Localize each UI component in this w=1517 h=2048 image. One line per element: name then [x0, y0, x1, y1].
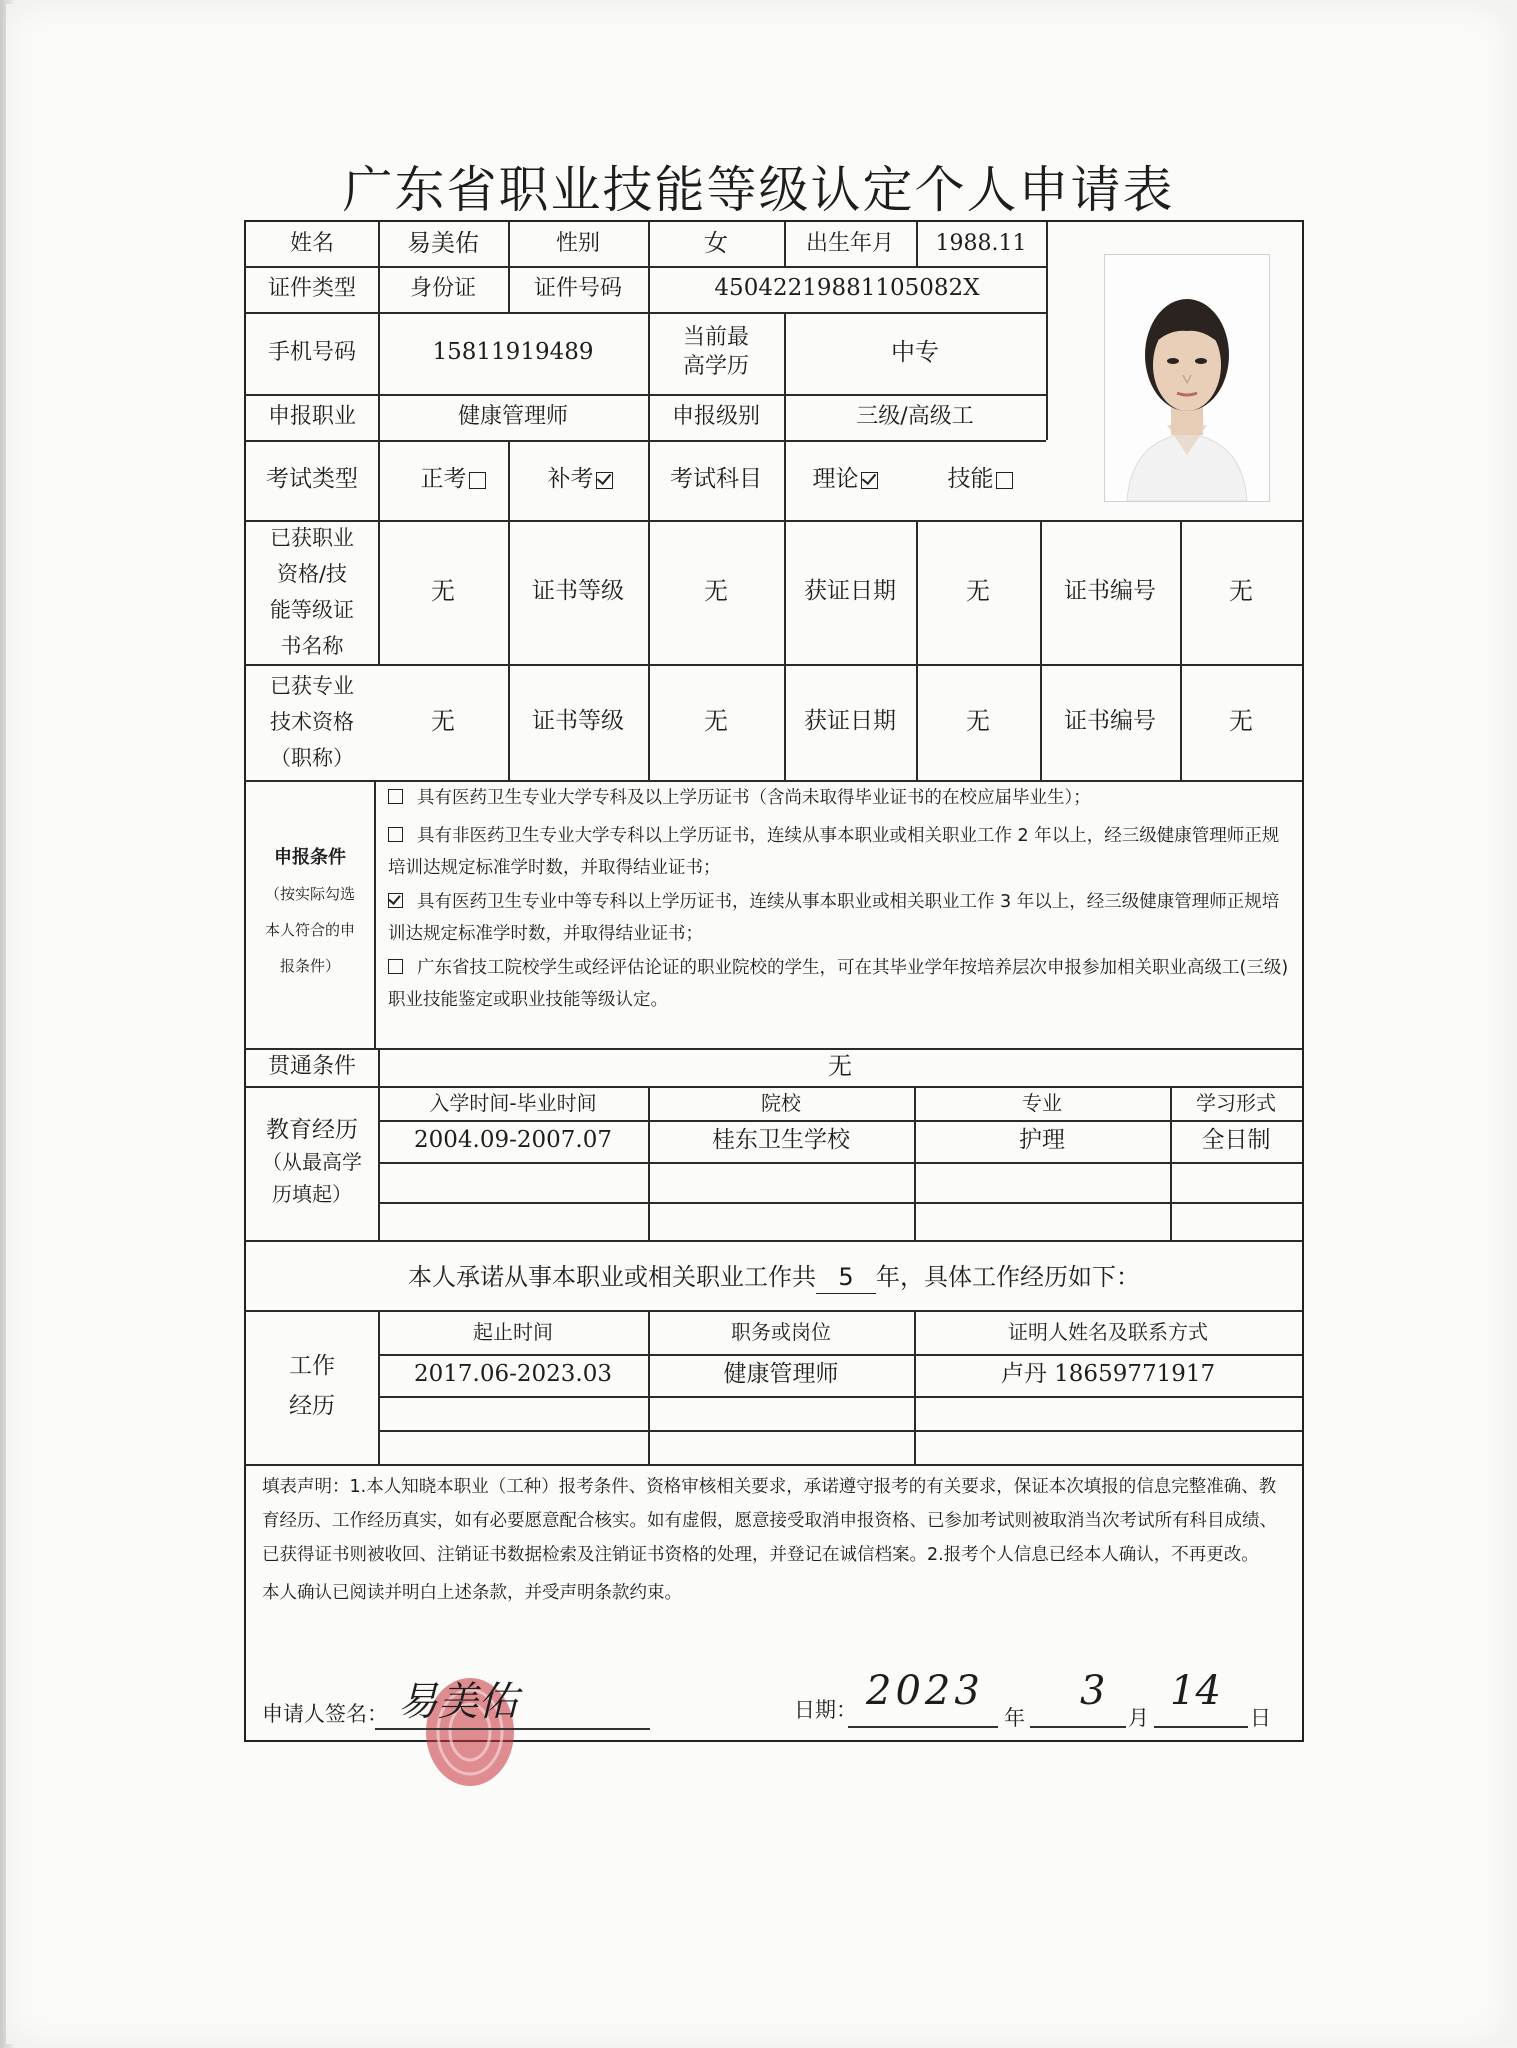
qual-0-date-label: 获证日期 [804, 578, 896, 605]
through-value: 无 [828, 1052, 852, 1081]
qual-1-grade: 无 [704, 707, 728, 736]
exam-makeup-checkbox[interactable] [596, 472, 613, 489]
work-cell-0-1: 健康管理师 [723, 1361, 839, 1388]
month-underline [1030, 1726, 1126, 1728]
work-cell-0-2: 卢丹 18659771917 [1000, 1361, 1216, 1388]
exam-subject-label: 考试科目 [670, 466, 762, 493]
condition-text-0: 具有医药卫生专业大学专科及以上学历证书（含尚未取得毕业证书的在校应届毕业生）； [417, 788, 1091, 808]
qual-1-no-label: 证书编号 [1064, 708, 1156, 735]
conditions-label: 申报条件 [274, 847, 346, 869]
phone-value: 15811919489 [432, 339, 594, 366]
occupation-value: 健康管理师 [457, 403, 568, 429]
condition-item-3 [388, 952, 1293, 1016]
exam-regular-checkbox[interactable] [469, 472, 486, 489]
work-header-1: 职务或岗位 [731, 1320, 831, 1344]
id-type-label: 证件类型 [267, 275, 356, 301]
grid-line-v [374, 780, 376, 1048]
commitment-prefix: 本人承诺从事本职业或相关职业工作共 [408, 1263, 816, 1292]
qual-0-date: 无 [966, 577, 990, 606]
id-type-value: 身份证 [409, 275, 476, 301]
signature-underline [375, 1728, 650, 1730]
grid-line-h [244, 1240, 1302, 1242]
exam-skill-checkbox[interactable] [996, 472, 1013, 489]
qual-0-grade-label: 证书等级 [532, 578, 624, 605]
grid-line-h [378, 1202, 1302, 1204]
birth-value: 1988.11 [935, 230, 1027, 256]
through-label: 贯通条件 [267, 1053, 356, 1079]
education-header-0: 入学时间-毕业时间 [429, 1091, 597, 1115]
level-label: 申报级别 [671, 403, 760, 429]
condition-checkbox-3[interactable] [388, 959, 403, 974]
declaration [262, 1470, 1292, 1610]
grid-line-v [784, 440, 786, 520]
exam-theory [790, 440, 900, 520]
commitment-line [246, 1248, 1302, 1308]
condition-text-2: 具有医药卫生专业中等专科以上学历证书，连续从事本职业或相关职业工作 3 年以上，经三级健康管理师正规培训达规定标准学时数，并取得结业证书； [388, 892, 1280, 944]
occupation-label: 申报职业 [267, 403, 356, 429]
date-year: 2023 [866, 1668, 984, 1714]
education-header-3: 学习形式 [1196, 1091, 1276, 1115]
conditions-note: （按实际勾选本人符合的申报条件） [264, 884, 355, 975]
exam-makeup-label: 补考 [547, 466, 594, 493]
education-cell-0-0: 2004.09-2007.07 [414, 1127, 612, 1154]
month-unit: 月 [1128, 1706, 1149, 1730]
signature-label: 申请人签名： [262, 1702, 388, 1726]
commitment-years: 5 [816, 1262, 876, 1294]
qual-1-date: 无 [966, 707, 990, 736]
exam-regular-label: 正考 [420, 466, 467, 493]
id-no-label: 证件号码 [533, 275, 622, 301]
education-note: （从最高学历填起） [262, 1149, 362, 1206]
edu-value: 中专 [891, 338, 939, 367]
name-value: 易美佑 [407, 229, 479, 258]
year-unit: 年 [1004, 1706, 1025, 1730]
work-header-2: 证明人姓名及联系方式 [1008, 1320, 1208, 1344]
exam-type-label: 考试类型 [266, 466, 358, 493]
exam-makeup [520, 440, 640, 520]
work-label: 工作经历 [289, 1353, 335, 1419]
applicant-photo [1104, 254, 1270, 502]
condition-item-0 [388, 782, 1293, 814]
condition-text-3: 广东省技工院校学生或经评估论证的职业院校的学生，可在其毕业学年按培养层次申报参加相关职业高级工(三级)职业技能鉴定或职业技能等级认定。 [388, 958, 1289, 1010]
qual-1-no: 无 [1229, 707, 1253, 736]
education-cell-0-1: 桂东卫生学校 [712, 1127, 850, 1154]
day-underline [1154, 1726, 1248, 1728]
qual-0-no-label: 证书编号 [1064, 578, 1156, 605]
condition-text-1: 具有非医药卫生专业大学专科以上学历证书，连续从事本职业或相关职业工作 2 年以上，经三级健康管理师正规培训达规定标准学时数，并取得结业证书； [388, 826, 1280, 878]
qual-0-grade: 无 [704, 577, 728, 606]
grid-line-h [378, 1430, 1302, 1432]
year-underline [848, 1726, 998, 1728]
birth-label: 出生年月 [805, 230, 894, 256]
grid-line-v [508, 440, 510, 520]
grid-line-h [378, 1396, 1302, 1398]
education-header-2: 专业 [1022, 1091, 1062, 1115]
date-day: 14 [1170, 1668, 1221, 1714]
condition-item-2 [388, 886, 1293, 950]
date-month: 3 [1080, 1668, 1106, 1714]
qual-1-grade-label: 证书等级 [532, 708, 624, 735]
exam-regular [398, 440, 508, 520]
qual-0-name: 无 [431, 577, 455, 606]
edu-label: 当前最高学历 [682, 325, 749, 379]
education-cell-0-2: 护理 [1019, 1127, 1065, 1154]
date-label: 日期： [794, 1698, 857, 1722]
commitment-suffix: 年，具体工作经历如下： [876, 1263, 1140, 1292]
condition-checkbox-1[interactable] [388, 827, 403, 842]
phone-label: 手机号码 [267, 339, 356, 365]
education-label: 教育经历 [266, 1117, 358, 1144]
name-label: 姓名 [289, 230, 334, 256]
condition-checkbox-2[interactable] [388, 893, 403, 908]
form-title: 广东省职业技能等级认定个人申请表 [342, 161, 1175, 219]
qual-1-label: 已获专业技术资格（职称） [270, 674, 354, 770]
declaration-text: 填表声明：1.本人知晓本职业（工种）报考条件、资格审核相关要求，承诺遵守报考的有关要求，保证本次填报的信息完整准确、教育经历、工作经历真实，如有必要愿意配合核实。如有虚假，愿意接受取消申报资格、已参加考试则被取消当次考试所有科目成绩、已获得证书则被收回、注销证书数据检索及注销证书资格的处理，并登记在诚信档案。2.报考个人信息已经本人确认，不再更改。 [262, 1477, 1277, 1565]
qual-1-date-label: 获证日期 [804, 708, 896, 735]
grid-line-v [1046, 222, 1048, 440]
applicant-signature: 易美佑 [398, 1679, 518, 1725]
qual-1-name: 无 [431, 707, 455, 736]
portrait-image [1105, 255, 1269, 501]
gender-label: 性别 [555, 230, 600, 256]
declaration-confirm: 本人确认已阅读并明白上述条款，并受声明条款约束。 [262, 1583, 682, 1603]
condition-checkbox-0[interactable] [388, 789, 403, 804]
conditions-label-cell [246, 780, 374, 1050]
grid-line-h [378, 1162, 1302, 1164]
qual-0-label: 已获职业资格/技能等级证书名称 [270, 526, 354, 658]
education-label-cell [246, 1086, 378, 1240]
level-value: 三级/高级工 [856, 403, 974, 429]
exam-theory-checkbox[interactable] [861, 472, 878, 489]
qual-0-no: 无 [1229, 577, 1253, 606]
grid-line-h [244, 1464, 1302, 1466]
work-cell-0-0: 2017.06-2023.03 [414, 1361, 612, 1388]
day-unit: 日 [1250, 1706, 1271, 1730]
condition-item-1 [388, 820, 1293, 884]
id-no-value: 45042219881105082X [714, 275, 980, 302]
exam-theory-label: 理论 [812, 466, 859, 493]
education-header-1: 院校 [761, 1091, 801, 1115]
work-header-0: 起止时间 [473, 1320, 553, 1344]
exam-skill-label: 技能 [947, 466, 994, 493]
gender-value: 女 [704, 229, 728, 258]
education-cell-0-3: 全日制 [1201, 1127, 1271, 1154]
exam-skill [920, 440, 1040, 520]
